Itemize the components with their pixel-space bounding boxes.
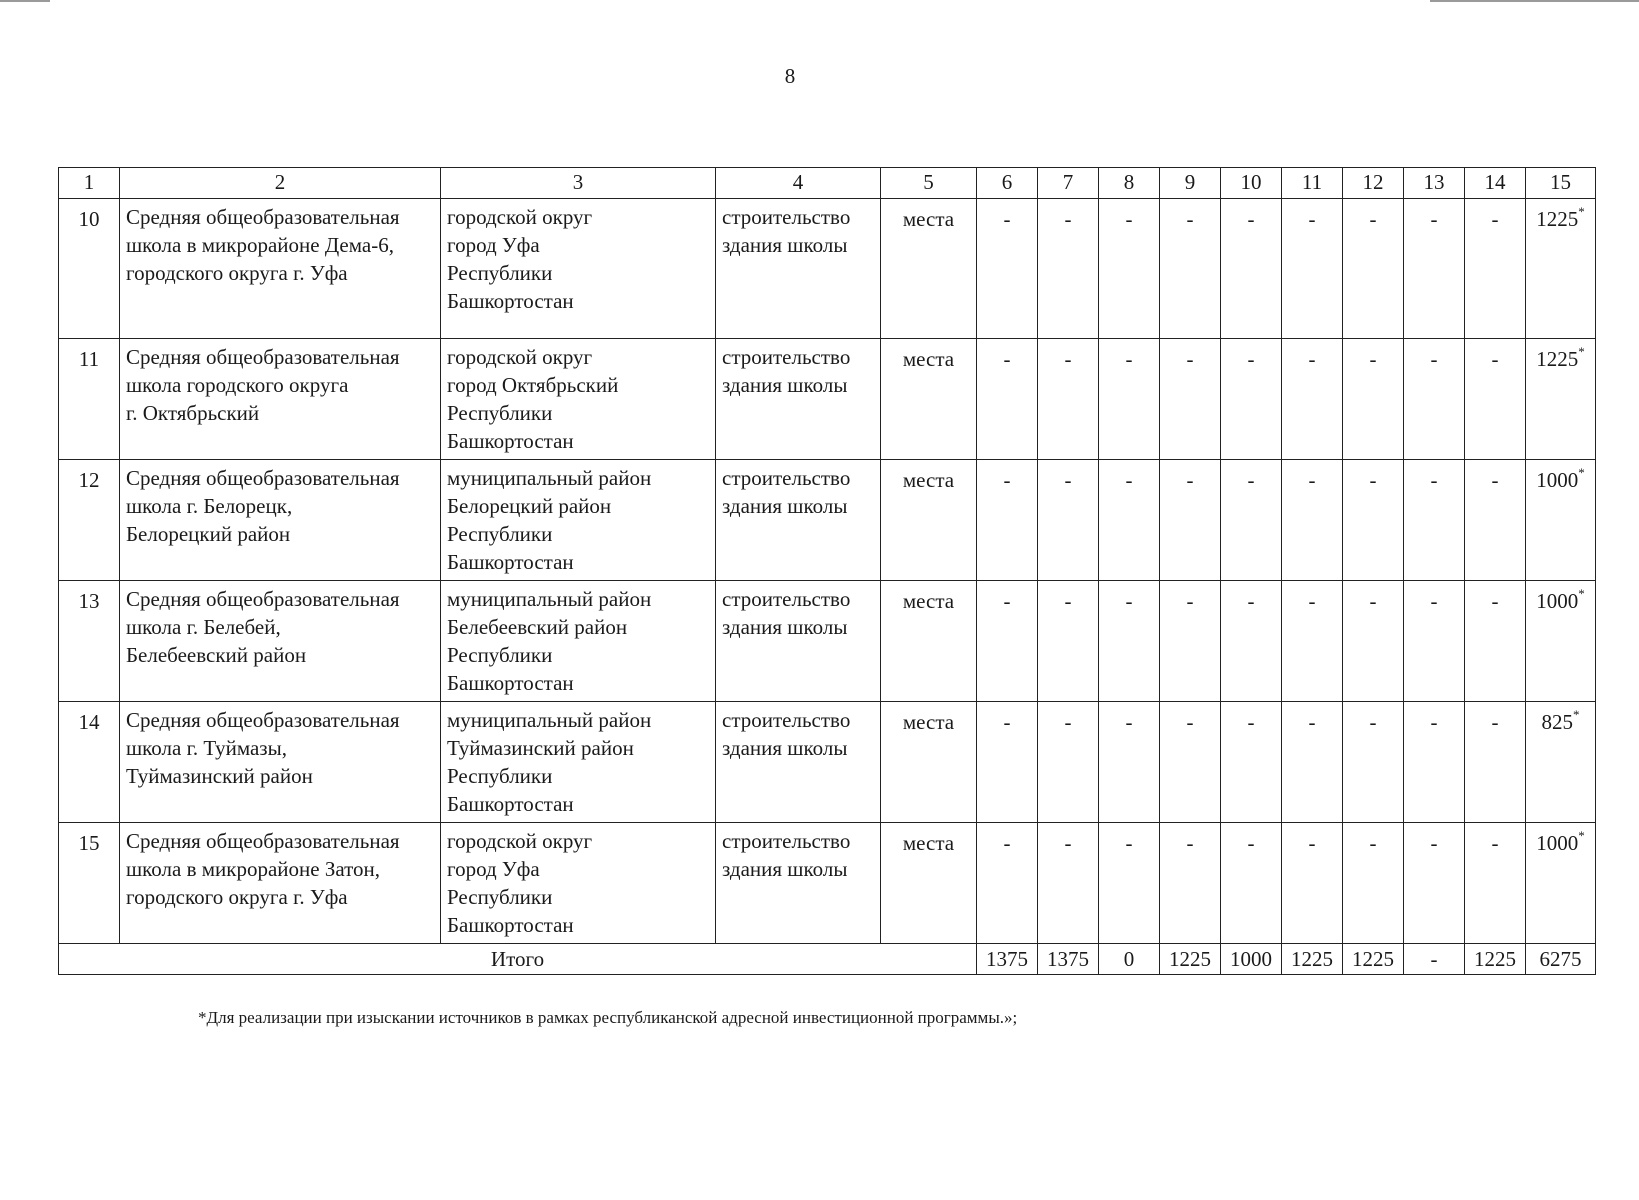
action-type: строительство здания школы (716, 702, 881, 823)
school-name: Средняя общеобразовательная школа в микрорайоне Затон, городского округа г. Уфа (120, 823, 441, 944)
row-number: 14 (59, 702, 120, 823)
action-type: строительство здания школы (716, 823, 881, 944)
column-header-15: 15 (1526, 168, 1596, 199)
territory: муниципальный район Туймазинский район Республики Башкортостан (441, 702, 716, 823)
action-type: строительство здания школы (716, 460, 881, 581)
column-header-7: 7 (1038, 168, 1099, 199)
value-cell: - (1099, 581, 1160, 702)
value-cell: - (1465, 199, 1526, 339)
table-row (59, 823, 1596, 944)
total-capacity-value: 1225 (1536, 207, 1579, 231)
value-cell: - (1038, 460, 1099, 581)
value-cell: - (1038, 199, 1099, 339)
value-cell: - (1404, 460, 1465, 581)
value-cell: - (1099, 460, 1160, 581)
footnote-mark: * (1578, 204, 1585, 219)
totals-value: 1375 (977, 944, 1038, 975)
value-cell: - (1404, 339, 1465, 460)
table-header-row (59, 168, 1596, 199)
footnote-mark: * (1578, 586, 1585, 601)
investment-table (58, 167, 1596, 975)
row-number: 11 (59, 339, 120, 460)
unit: места (881, 581, 977, 702)
column-header-5: 5 (881, 168, 977, 199)
value-cell: - (1221, 702, 1282, 823)
value-cell: - (1343, 339, 1404, 460)
totals-value: 1375 (1038, 944, 1099, 975)
territory: городской округ город Уфа Республики Башкортостан (441, 823, 716, 944)
value-cell: - (977, 339, 1038, 460)
totals-label: Итого (59, 944, 977, 975)
table-row (59, 199, 1596, 339)
value-cell: - (1221, 460, 1282, 581)
table-row (59, 460, 1596, 581)
totals-value: 1225 (1465, 944, 1526, 975)
column-header-13: 13 (1404, 168, 1465, 199)
value-cell: - (1282, 199, 1343, 339)
territory: городской округ город Уфа Республики Башкортостан (441, 199, 716, 339)
value-cell: - (1404, 823, 1465, 944)
school-name: Средняя общеобразовательная школа городского округа г. Октябрьский (120, 339, 441, 460)
row-number: 12 (59, 460, 120, 581)
column-header-8: 8 (1099, 168, 1160, 199)
value-cell: - (1160, 199, 1221, 339)
value-cell: - (1465, 702, 1526, 823)
total-capacity-cell (1526, 823, 1596, 944)
total-capacity-value: 825 (1541, 710, 1573, 734)
scan-edge-mark-left (0, 0, 50, 2)
total-capacity-cell (1526, 460, 1596, 581)
value-cell: - (1099, 339, 1160, 460)
school-name: Средняя общеобразовательная школа г. Туймазы, Туймазинский район (120, 702, 441, 823)
row-number: 15 (59, 823, 120, 944)
value-cell: - (1038, 823, 1099, 944)
totals-value: 1000 (1221, 944, 1282, 975)
value-cell: - (977, 460, 1038, 581)
total-capacity-cell (1526, 339, 1596, 460)
footnote-mark: * (1578, 465, 1585, 480)
column-header-14: 14 (1465, 168, 1526, 199)
action-type: строительство здания школы (716, 199, 881, 339)
totals-value: 1225 (1282, 944, 1343, 975)
unit: места (881, 199, 977, 339)
row-number: 13 (59, 581, 120, 702)
value-cell: - (1465, 339, 1526, 460)
totals-value: - (1404, 944, 1465, 975)
total-capacity-value: 1225 (1536, 347, 1579, 371)
value-cell: - (1221, 339, 1282, 460)
value-cell: - (1221, 199, 1282, 339)
total-capacity-value: 1000 (1536, 831, 1579, 855)
value-cell: - (1404, 581, 1465, 702)
value-cell: - (1038, 702, 1099, 823)
column-header-6: 6 (977, 168, 1038, 199)
value-cell: - (1160, 823, 1221, 944)
value-cell: - (1038, 581, 1099, 702)
school-name: Средняя общеобразовательная школа г. Белебей, Белебеевский район (120, 581, 441, 702)
column-header-4: 4 (716, 168, 881, 199)
row-number: 10 (59, 199, 120, 339)
value-cell: - (1160, 460, 1221, 581)
column-header-3: 3 (441, 168, 716, 199)
footnote: *Для реализации при изыскании источников в рамках республиканской адресной инвестиционной программы.»; (198, 1008, 1018, 1027)
unit: места (881, 823, 977, 944)
footnote-mark: * (1578, 344, 1585, 359)
total-capacity-cell (1526, 581, 1596, 702)
table-row (59, 581, 1596, 702)
territory: муниципальный район Белорецкий район Республики Башкортостан (441, 460, 716, 581)
value-cell: - (1282, 460, 1343, 581)
scan-edge-mark-right (1430, 0, 1639, 2)
footnote-mark: * (1573, 707, 1580, 722)
value-cell: - (977, 581, 1038, 702)
value-cell: - (1038, 339, 1099, 460)
page-number: 8 (784, 64, 796, 88)
column-header-9: 9 (1160, 168, 1221, 199)
totals-value: 1225 (1343, 944, 1404, 975)
action-type: строительство здания школы (716, 581, 881, 702)
value-cell: - (1160, 581, 1221, 702)
unit: места (881, 702, 977, 823)
totals-value: 1225 (1160, 944, 1221, 975)
totals-value: 6275 (1526, 944, 1596, 975)
school-name: Средняя общеобразовательная школа г. Белорецк, Белорецкий район (120, 460, 441, 581)
school-name: Средняя общеобразовательная школа в микрорайоне Дема-6, городского округа г. Уфа (120, 199, 441, 339)
table-row (59, 702, 1596, 823)
value-cell: - (1465, 460, 1526, 581)
territory: муниципальный район Белебеевский район Республики Башкортостан (441, 581, 716, 702)
value-cell: - (1343, 581, 1404, 702)
value-cell: - (1282, 581, 1343, 702)
value-cell: - (1221, 581, 1282, 702)
column-header-12: 12 (1343, 168, 1404, 199)
total-capacity-cell (1526, 702, 1596, 823)
value-cell: - (977, 823, 1038, 944)
column-header-1: 1 (59, 168, 120, 199)
value-cell: - (1343, 460, 1404, 581)
value-cell: - (1160, 702, 1221, 823)
action-type: строительство здания школы (716, 339, 881, 460)
column-header-2: 2 (120, 168, 441, 199)
value-cell: - (1343, 823, 1404, 944)
value-cell: - (1404, 199, 1465, 339)
total-capacity-value: 1000 (1536, 468, 1579, 492)
table-row (59, 339, 1596, 460)
footnote-mark: * (1578, 828, 1585, 843)
value-cell: - (1465, 581, 1526, 702)
totals-value: 0 (1099, 944, 1160, 975)
unit: места (881, 339, 977, 460)
value-cell: - (1099, 199, 1160, 339)
value-cell: - (1282, 339, 1343, 460)
value-cell: - (1282, 702, 1343, 823)
value-cell: - (1099, 823, 1160, 944)
value-cell: - (1160, 339, 1221, 460)
column-header-11: 11 (1282, 168, 1343, 199)
total-capacity-cell (1526, 199, 1596, 339)
value-cell: - (1282, 823, 1343, 944)
value-cell: - (1343, 199, 1404, 339)
value-cell: - (1221, 823, 1282, 944)
totals-row (59, 944, 1596, 975)
territory: городской округ город Октябрьский Республики Башкортостан (441, 339, 716, 460)
value-cell: - (977, 702, 1038, 823)
value-cell: - (1465, 823, 1526, 944)
value-cell: - (1404, 702, 1465, 823)
value-cell: - (1099, 702, 1160, 823)
column-header-10: 10 (1221, 168, 1282, 199)
unit: места (881, 460, 977, 581)
value-cell: - (977, 199, 1038, 339)
total-capacity-value: 1000 (1536, 589, 1579, 613)
value-cell: - (1343, 702, 1404, 823)
